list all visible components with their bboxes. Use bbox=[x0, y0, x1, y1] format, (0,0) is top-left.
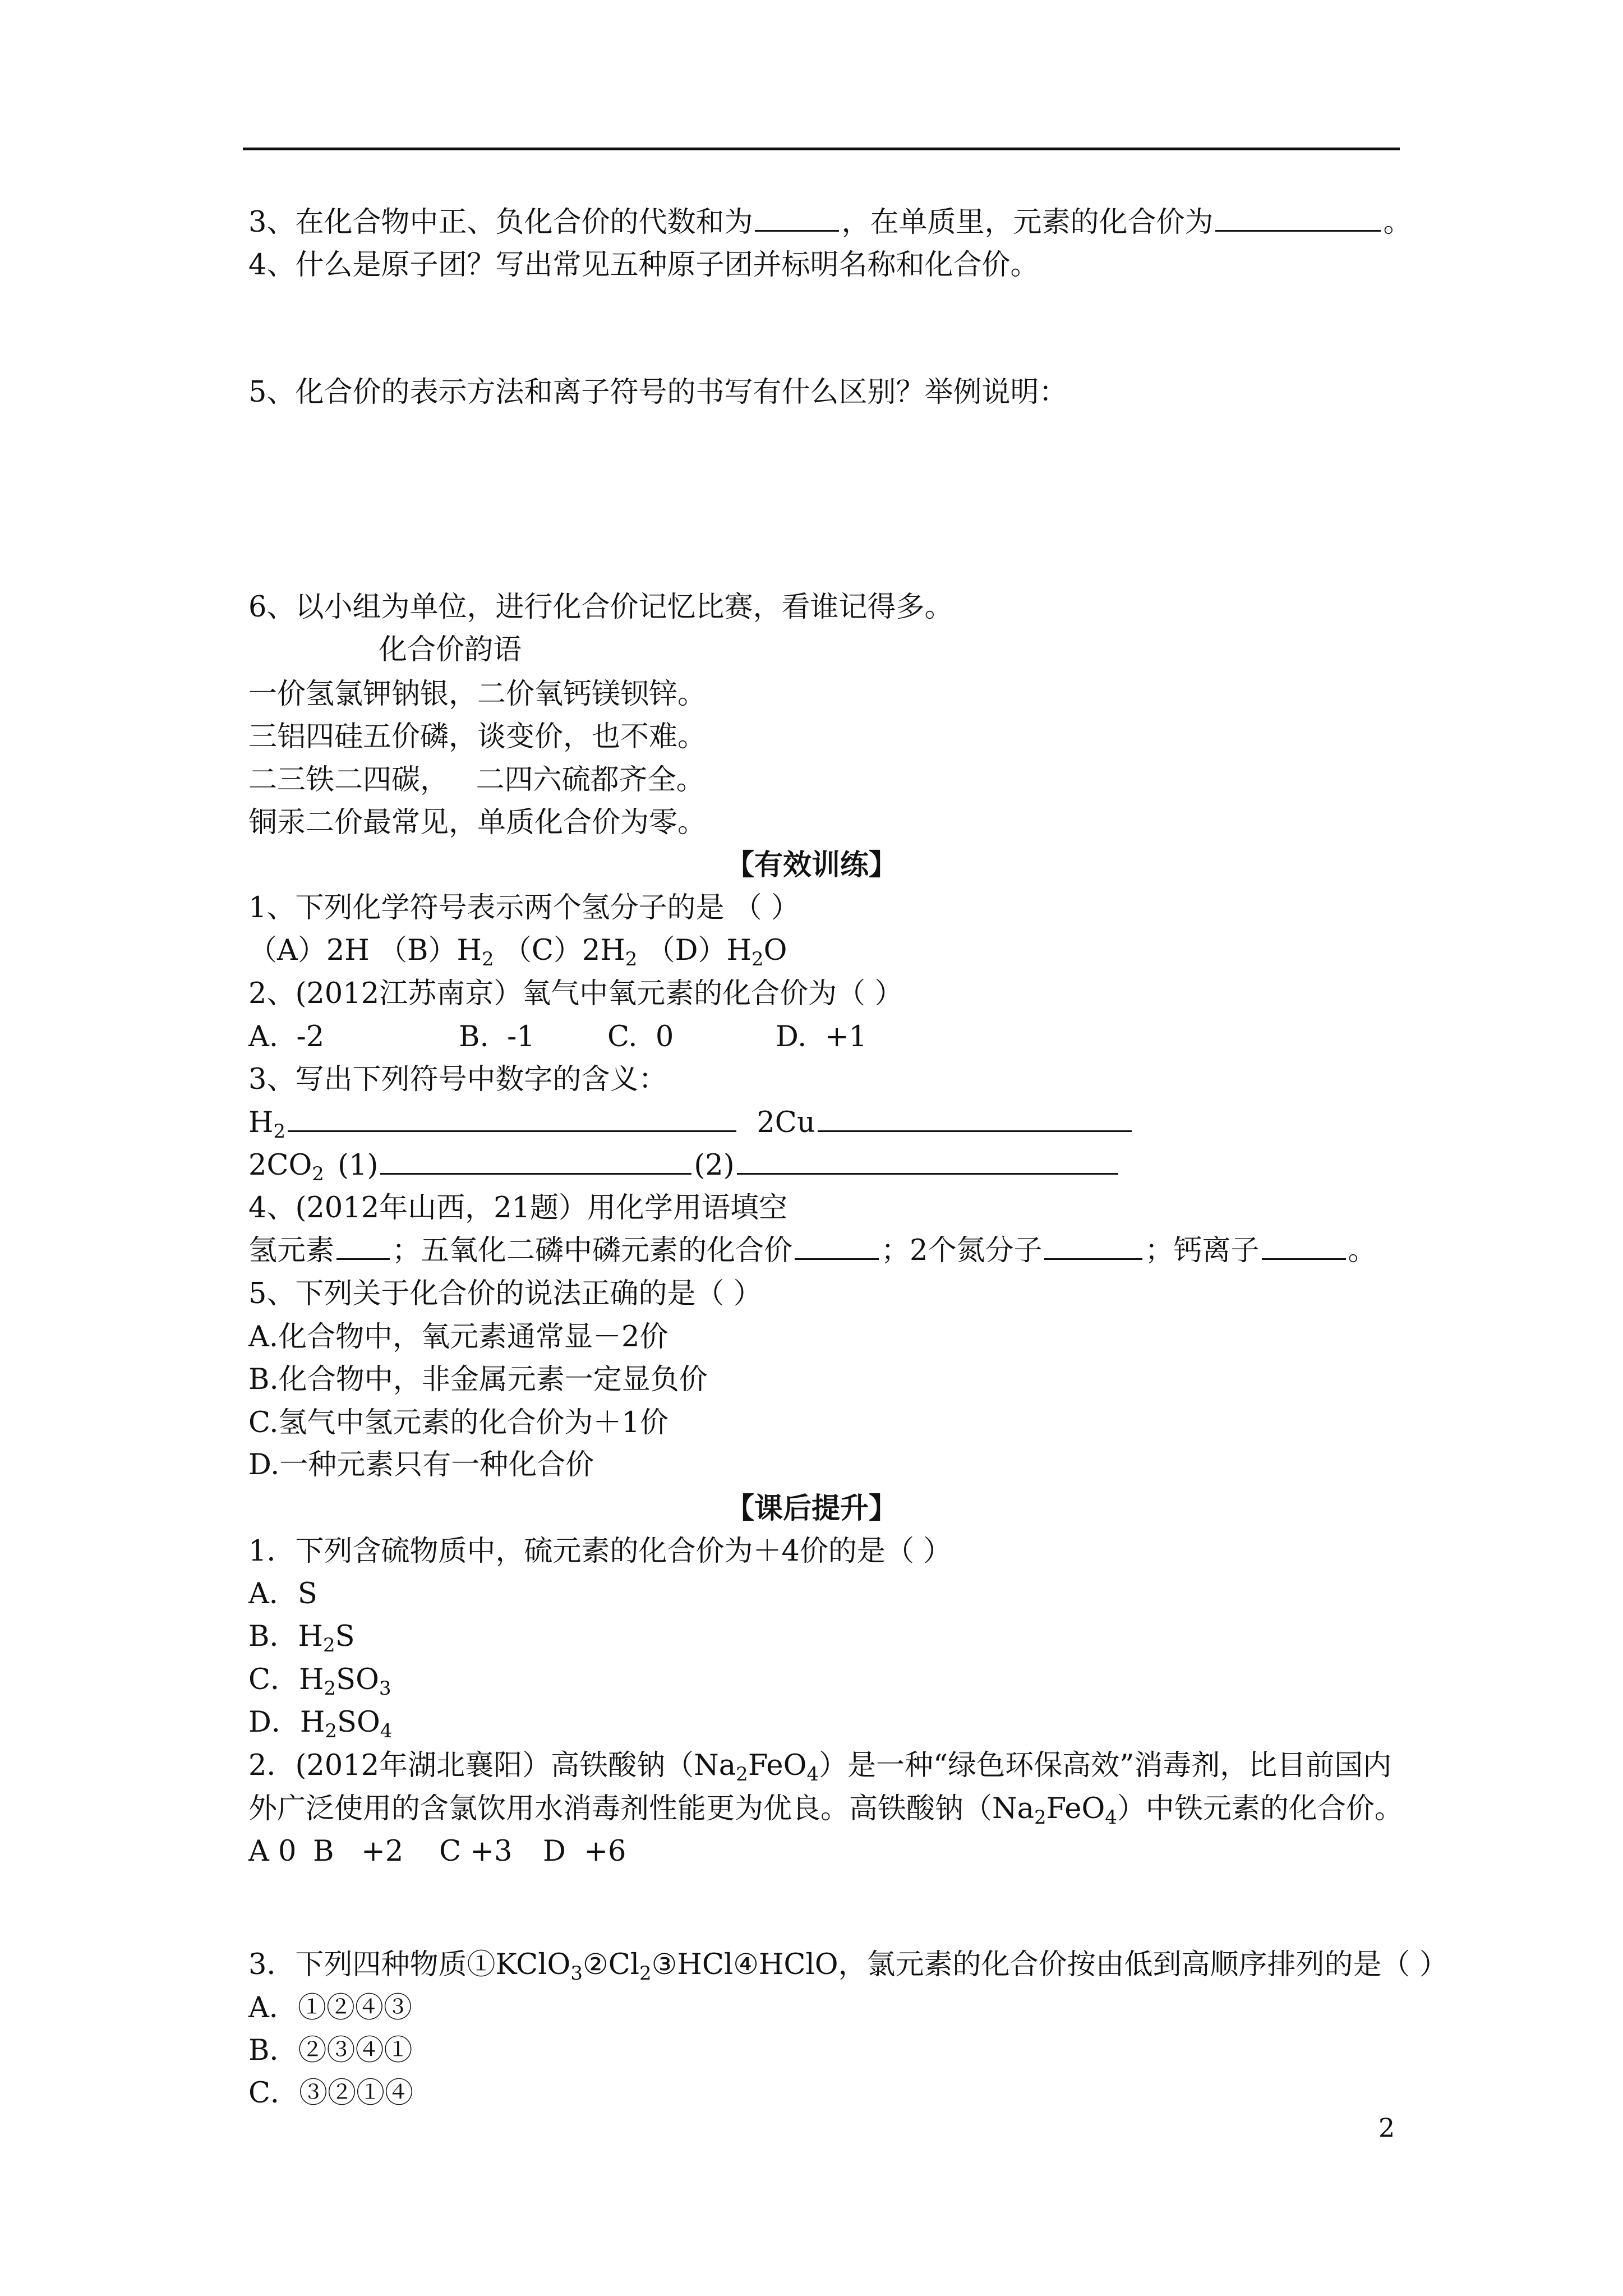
after-q3-option-a: A．①②④③ bbox=[248, 1991, 412, 2024]
training-q3-line-1: $H_2$ 2Cu bbox=[248, 1105, 1134, 1141]
training-q4-stem: 4、(2012年山西，21题）用化学用语填空 bbox=[248, 1191, 788, 1225]
answer-blank bbox=[1044, 1232, 1142, 1260]
training-q3-line-2: $2CO_2$ (1) (2) bbox=[248, 1147, 1121, 1184]
answer-blank bbox=[288, 1105, 736, 1132]
answer-blank bbox=[795, 1232, 879, 1260]
training-q5-option-c: C.氢气中氢元素的化合价为＋1价 bbox=[248, 1406, 668, 1439]
training-q2-stem: 2、(2012江苏南京）氧气中氧元素的化合价为（ ） bbox=[248, 977, 903, 1010]
option-d: D +6 bbox=[543, 1835, 626, 1868]
option-d: $(D)H_2O$ bbox=[646, 934, 787, 970]
section-heading-training: 【有效训练】 bbox=[725, 848, 897, 882]
training-q5-option-a: A.化合物中，氧元素通常显－2价 bbox=[248, 1320, 668, 1354]
training-q4-fill: 氢元素 ；五氧化二磷中磷元素的化合价 ；2个氮分子 ；钙离子 。 bbox=[248, 1232, 1377, 1269]
after-q1-option-b: B．$H_2S$ bbox=[248, 1620, 355, 1657]
question-text: ，在单质里，元素的化合价为 bbox=[841, 206, 1214, 239]
question-6: 6、以小组为单位，进行化合价记忆比赛，看谁记得多。 bbox=[248, 591, 953, 624]
answer-blank bbox=[380, 1147, 691, 1175]
option-a: （A）2H bbox=[248, 934, 370, 967]
rhyme-line-3: 二三铁二四碳， 二四六硫都齐全。 bbox=[248, 763, 705, 797]
option-b: B +2 bbox=[313, 1835, 404, 1868]
question-text: 3、在化合物中正、负化合价的代数和为 bbox=[248, 206, 753, 239]
question-4: 4、什么是原子团？写出常见五种原子团并标明名称和化合价。 bbox=[248, 249, 1039, 282]
question-3-line bbox=[248, 204, 1412, 241]
option-c: C +3 bbox=[439, 1835, 513, 1868]
training-q5-option-d: D.一种元素只有一种化合价 bbox=[248, 1448, 594, 1481]
option-c: C. 0 bbox=[607, 1020, 674, 1053]
after-q2-line-1: 2．(2012年湖北襄阳）高铁酸钠$(Na_2FeO_4)$是一种“绿色环保高效”消毒剂，比目前国内 bbox=[248, 1749, 1392, 1786]
question-text: 。 bbox=[1383, 206, 1412, 239]
answer-blank bbox=[336, 1232, 390, 1260]
question-5: 5、化合价的表示方法和离子符号的书写有什么区别？举例说明： bbox=[248, 376, 1068, 409]
header-rule bbox=[243, 148, 1400, 150]
after-q1-option-c: C．$H_2SO_3$ bbox=[248, 1663, 391, 1700]
option-c: $(C)2H_2$ bbox=[502, 934, 638, 970]
after-q1-option-a: A．S bbox=[248, 1577, 317, 1611]
training-q1-stem: 1、下列化学符号表示两个氢分子的是 （ ） bbox=[248, 891, 800, 924]
answer-blank bbox=[1215, 204, 1381, 232]
answer-blank bbox=[737, 1147, 1118, 1175]
after-q2-line-2: 外广泛使用的含氯饮用水消毒剂性能更为优良。高铁酸钠$(Na_2FeO_4)$中铁元素的化合价。 bbox=[248, 1792, 1403, 1829]
page-number: 2 bbox=[1378, 2113, 1395, 2143]
after-q3-option-c: C．③②①④ bbox=[248, 2077, 414, 2110]
rhyme-line-2: 三铝四硅五价磷，谈变价，也不难。 bbox=[248, 720, 707, 753]
training-q5-option-b: B.化合物中，非金属元素一定显负价 bbox=[248, 1363, 708, 1396]
answer-blank bbox=[755, 204, 839, 232]
option-a: A 0 bbox=[248, 1835, 297, 1868]
option-b: B. -1 bbox=[459, 1020, 535, 1053]
after-q3-option-b: B．②③④① bbox=[248, 2034, 413, 2067]
training-q3-stem: 3、写出下列符号中数字的含义： bbox=[248, 1063, 667, 1096]
after-q2-options bbox=[248, 1834, 626, 1870]
option-d: D. +1 bbox=[776, 1020, 867, 1053]
training-q2-options bbox=[248, 1019, 867, 1055]
training-q5-stem: 5、下列关于化合价的说法正确的是（ ） bbox=[248, 1277, 762, 1310]
rhyme-line-4: 铜汞二价最常见，单质化合价为零。 bbox=[248, 806, 707, 839]
section-heading-after: 【课后提升】 bbox=[725, 1492, 897, 1525]
rhyme-title: 化合价韵语 bbox=[379, 633, 522, 666]
rhyme-line-1: 一价氢氯钾钠银，二价氧钙镁钡锌。 bbox=[248, 678, 707, 711]
training-q1-options bbox=[248, 933, 787, 969]
option-a: A. -2 bbox=[248, 1020, 325, 1053]
answer-blank bbox=[818, 1105, 1132, 1132]
after-q1-stem: 1．下列含硫物质中，硫元素的化合价为＋4价的是（ ） bbox=[248, 1535, 952, 1568]
after-q3-stem: 3．下列四种物质$①KClO_3②Cl_2③HCl④HClO$，氯元素的化合价按由低到高顺序排列的是（ ） bbox=[248, 1948, 1448, 1985]
option-b: $(B)H_2$ bbox=[378, 934, 494, 970]
after-q1-option-d: D．$H_2SO_4$ bbox=[248, 1706, 393, 1742]
answer-blank bbox=[1262, 1232, 1346, 1260]
